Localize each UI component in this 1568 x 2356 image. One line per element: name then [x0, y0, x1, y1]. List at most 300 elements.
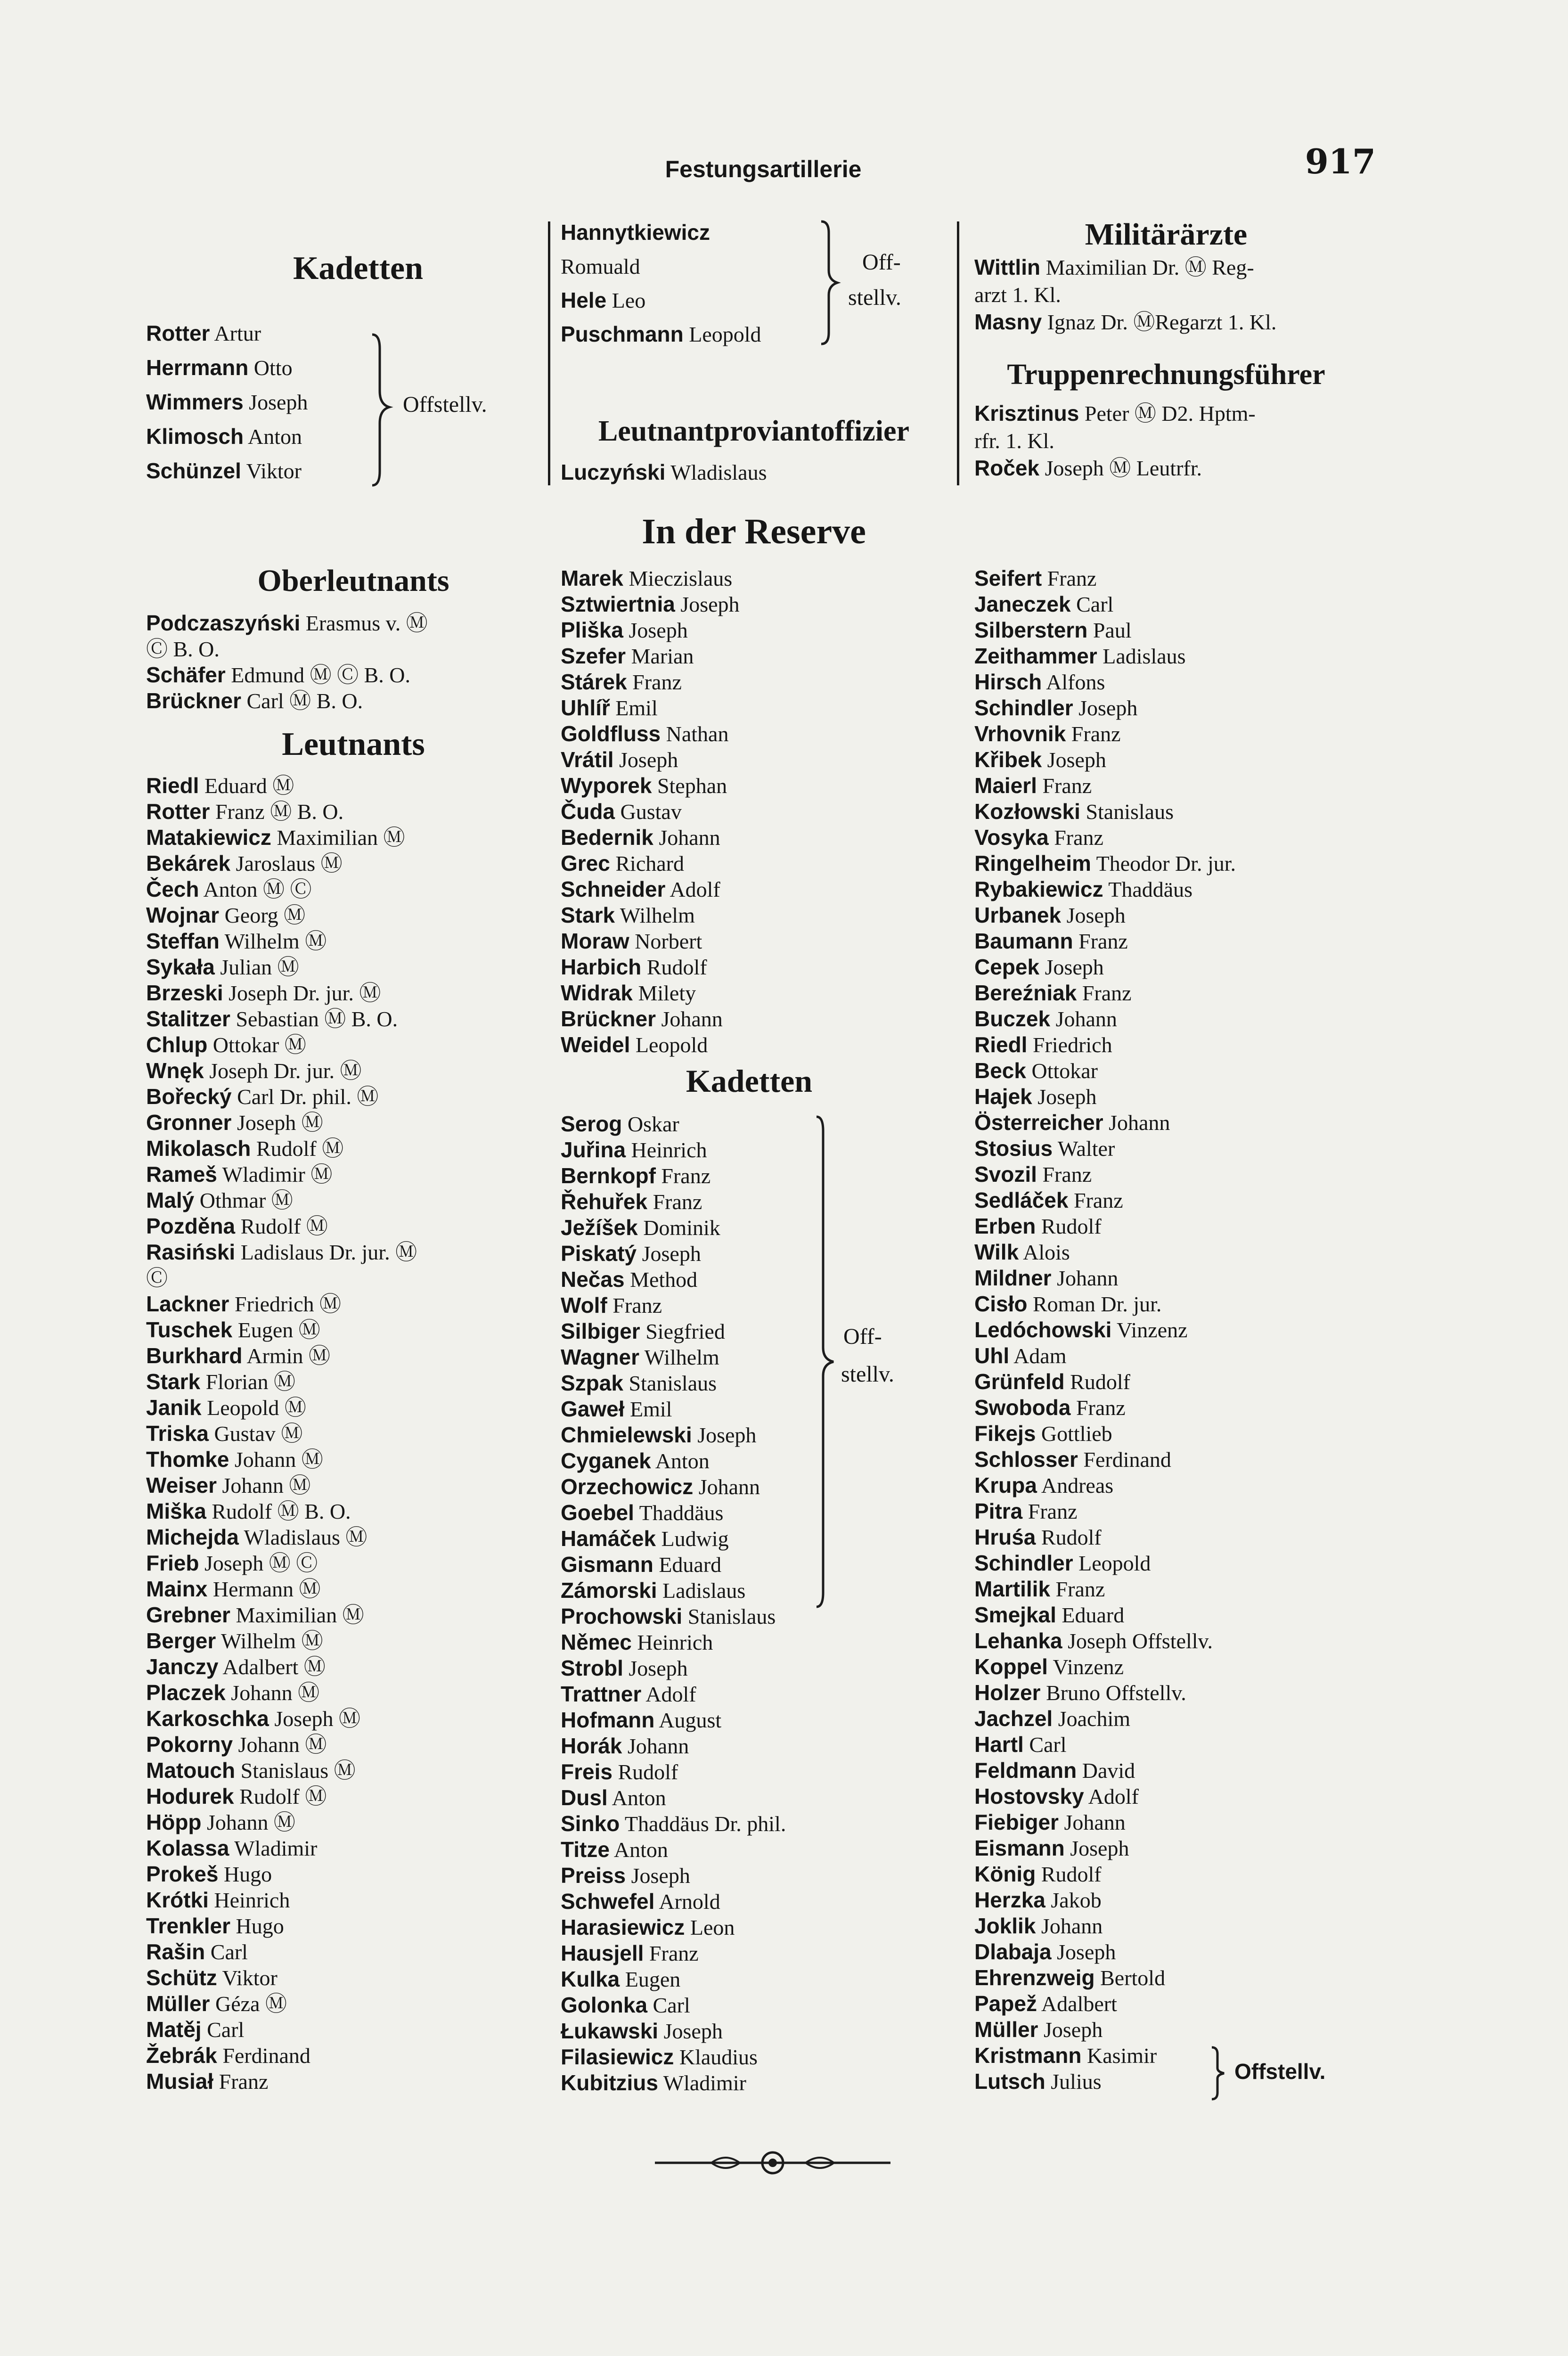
- kadetten-top-given-name: Otto: [248, 356, 293, 380]
- reserve-right-entry: [974, 2043, 1157, 2069]
- reserve-kadett-entry: [561, 1681, 696, 1707]
- reserve-right-given-name: Vinzenz: [1111, 1318, 1188, 1342]
- leutnant-entry: [146, 928, 327, 954]
- leutnant-given-name: Othmar Ⓜ: [194, 1188, 293, 1212]
- offstellv-top-given-name: Leopold: [683, 322, 761, 346]
- column-divider-right: [957, 221, 959, 485]
- leutnant-entry: [146, 1861, 272, 1887]
- kadetten-top-entry: [146, 355, 293, 381]
- reserve-right-entry: [974, 1058, 1098, 1084]
- leutnant-surname: Wojnar: [146, 903, 220, 927]
- reserve-right-given-name: Theodor Dr. jur.: [1091, 851, 1236, 875]
- reserve-kadett-entry: [561, 1215, 720, 1241]
- heading-leutnantproviantoffizier: Leutnantproviantoffizier: [598, 415, 910, 447]
- reserve-right-given-name: Andreas: [1037, 1473, 1114, 1497]
- reserve-kadett-given-name: Johann: [622, 1734, 689, 1758]
- reserve-kadett-given-name: Rudolf: [612, 1760, 678, 1784]
- reserve-leutnant-given-name: Adolf: [665, 877, 720, 901]
- column-divider-left: [548, 221, 550, 485]
- leutnant-surname: Sykała: [146, 955, 215, 979]
- oberleutnant-surname: Brückner: [146, 688, 241, 713]
- reserve-kadett-surname: Prochowski: [561, 1604, 683, 1628]
- leutnant-surname: Triska: [146, 1421, 209, 1446]
- reserve-leutnant-surname: Vrátil: [561, 747, 614, 772]
- leutnant-surname: Höpp: [146, 1810, 202, 1834]
- reserve-right-given-name: Vinzenz: [1047, 1655, 1124, 1679]
- reserve-right-entry: [974, 799, 1174, 825]
- reserve-kadett-surname: Nečas: [561, 1267, 625, 1292]
- leutnant-surname: Placzek: [146, 1680, 226, 1705]
- offstellv-note-kadetten-2: stellv.: [841, 1362, 894, 1387]
- leutnant-given-name: Joseph Ⓜ: [269, 1707, 361, 1731]
- kadetten-top-surname: Schünzel: [146, 458, 241, 483]
- reserve-kadett-entry: [561, 1863, 690, 1889]
- reserve-right-surname: Ehrenzweig: [974, 1965, 1095, 1990]
- leutnant-surname: Bořecký: [146, 1084, 232, 1109]
- reserve-leutnant-surname: Szefer: [561, 644, 626, 668]
- reserve-right-entry: [974, 1421, 1112, 1447]
- rechnungsfuehrer-entry: [974, 401, 1256, 426]
- reserve-leutnant-surname: Harbich: [561, 955, 642, 979]
- leutnant-entry: [146, 1887, 290, 1913]
- page-header-title: Festungsartillerie: [665, 156, 862, 182]
- reserve-kadett-given-name: Thaddäus: [634, 1501, 724, 1525]
- reserve-kadett-surname: Preiss: [561, 1863, 626, 1888]
- reserve-leutnant-surname: Pliška: [561, 618, 623, 642]
- reserve-leutnant-surname: Bedernik: [561, 825, 653, 850]
- kadetten-top-given-name: Viktor: [241, 459, 302, 483]
- leutnant-entry: [146, 1421, 302, 1447]
- reserve-leutnant-entry: [561, 721, 728, 747]
- reserve-right-entry: [974, 1291, 1161, 1317]
- heading-truppenrechnungsfuehrer: Truppenrechnungsführer: [1007, 359, 1325, 391]
- leutnant-given-name: Georg Ⓜ: [219, 903, 306, 927]
- reserve-leutnant-entry: [561, 591, 740, 617]
- reserve-kadett-entry: [561, 1811, 786, 1837]
- militaerarzt-given-name: Maximilian Dr. Ⓜ Reg-: [1040, 255, 1254, 279]
- reserve-right-given-name: Franz: [1022, 1499, 1078, 1523]
- leutnant-surname: Rašin: [146, 1939, 205, 1964]
- leutnant-surname: Janczy: [146, 1654, 219, 1679]
- leutnant-surname: Matakiewicz: [146, 825, 271, 850]
- reserve-leutnant-entry: [561, 902, 695, 928]
- leutnant-entry: [146, 1758, 356, 1783]
- reserve-leutnant-given-name: Gustav: [615, 800, 682, 824]
- leutnant-entry: [146, 799, 343, 825]
- proviantoffizier-surname: Luczyński: [561, 460, 666, 484]
- leutnant-given-name: Rudolf Ⓜ: [234, 1784, 327, 1808]
- reserve-right-surname: Bereźniak: [974, 981, 1077, 1005]
- reserve-kadett-given-name: Emil: [624, 1397, 672, 1421]
- reserve-right-entry: [974, 1317, 1188, 1343]
- reserve-right-surname: Erben: [974, 1214, 1036, 1238]
- reserve-right-given-name: Franz: [1073, 929, 1128, 953]
- heading-kadetten-reserve: Kadetten: [686, 1063, 813, 1099]
- reserve-right-entry: [974, 1472, 1113, 1498]
- reserve-leutnant-entry: [561, 1006, 723, 1032]
- leutnant-given-name: Viktor: [217, 1966, 278, 1990]
- reserve-leutnant-surname: Moraw: [561, 929, 629, 953]
- leutnant-entry: [146, 1680, 319, 1706]
- kadetten-top-surname: Rotter: [146, 321, 210, 345]
- brace-top-left-path: [372, 335, 389, 485]
- reserve-leutnant-surname: Marek: [561, 566, 623, 590]
- reserve-kadett-surname: Zámorski: [561, 1578, 657, 1603]
- proviantoffizier-entry: [561, 459, 767, 485]
- reserve-kadett-surname: Golonka: [561, 1993, 648, 2017]
- reserve-right-surname: Cisło: [974, 1292, 1028, 1316]
- leutnant-surname: Malý: [146, 1188, 195, 1212]
- reserve-right-surname: Feldmann: [974, 1758, 1077, 1783]
- offstellv-top-surname: Hele: [561, 288, 607, 312]
- reserve-leutnant-given-name: Milety: [632, 981, 696, 1005]
- leutnant-given-name: Anton Ⓜ Ⓒ: [199, 877, 312, 901]
- reserve-right-given-name: Joseph Offstellv.: [1062, 1629, 1213, 1653]
- rechnungsfuehrer-surname: Krisztinus: [974, 401, 1079, 425]
- reserve-kadett-given-name: Klaudius: [674, 2045, 758, 2069]
- reserve-right-surname: Uhl: [974, 1343, 1010, 1368]
- reserve-leutnant-given-name: Marian: [626, 644, 694, 668]
- leutnant-surname: Riedl: [146, 773, 199, 798]
- reserve-leutnant-given-name: Joseph: [613, 748, 678, 772]
- reserve-kadett-given-name: August: [654, 1708, 722, 1732]
- leutnant-surname: Mikolasch: [146, 1136, 251, 1161]
- reserve-leutnant-given-name: Rudolf: [641, 955, 707, 979]
- heading-oberleutnants: Oberleutnants: [257, 564, 449, 598]
- leutnant-entry: [146, 1706, 360, 1732]
- offstellv-note-top-mid-2: stellv.: [848, 285, 901, 310]
- reserve-right-surname: Jachzel: [974, 1706, 1053, 1731]
- rechnungsfuehrer-entry: [974, 428, 1054, 454]
- leutnant-surname: Wnęk: [146, 1058, 204, 1083]
- leutnant-entry: [146, 1602, 364, 1628]
- leutnant-entry: [146, 1395, 306, 1421]
- reserve-leutnant-entry: [561, 617, 688, 643]
- reserve-kadett-surname: Trattner: [561, 1682, 642, 1706]
- militaerarzt-entry: [974, 309, 1276, 335]
- reserve-kadett-entry: [561, 1940, 699, 1966]
- reserve-right-given-name: Leopold: [1073, 1551, 1151, 1575]
- leutnant-surname: Weiser: [146, 1473, 217, 1497]
- reserve-kadett-given-name: Stanislaus: [623, 1371, 717, 1395]
- reserve-kadett-given-name: Dominik: [637, 1216, 720, 1240]
- leutnant-given-name: Julian Ⓜ: [214, 955, 299, 979]
- reserve-right-surname: Österreicher: [974, 1110, 1103, 1135]
- reserve-right-entry: [974, 980, 1132, 1006]
- reserve-right-entry: [974, 1550, 1151, 1576]
- reserve-kadett-entry: [561, 1655, 688, 1681]
- reserve-kadett-entry: [561, 1370, 717, 1396]
- reserve-kadett-given-name: Siegfried: [640, 1319, 725, 1343]
- leutnant-entry: [146, 851, 343, 876]
- reserve-right-entry: [974, 1239, 1070, 1265]
- leutnant-given-name: Rudolf Ⓜ: [235, 1214, 328, 1238]
- reserve-right-given-name: Adalbert: [1037, 1992, 1117, 2016]
- reserve-right-surname: Seifert: [974, 566, 1042, 590]
- kadetten-top-entry: [146, 424, 302, 450]
- reserve-leutnant-surname: Grec: [561, 851, 610, 875]
- reserve-kadett-given-name: Joseph: [658, 2019, 723, 2043]
- reserve-right-given-name: Johann: [1050, 1007, 1117, 1031]
- leutnant-entry: [146, 1628, 323, 1654]
- leutnant-entry: [146, 1291, 341, 1317]
- reserve-kadett-surname: Titze: [561, 1837, 610, 1862]
- reserve-kadett-entry: [561, 1500, 723, 1526]
- reserve-right-surname: Joklik: [974, 1914, 1036, 1938]
- reserve-kadett-surname: Juřina: [561, 1137, 626, 1162]
- reserve-kadett-entry: [561, 1293, 662, 1318]
- reserve-kadett-given-name: Anton: [651, 1449, 710, 1473]
- reserve-right-surname: Baumann: [974, 929, 1073, 953]
- leutnant-given-name: Friedrich Ⓜ: [229, 1292, 342, 1316]
- reserve-right-given-name: Rudolf: [1064, 1370, 1130, 1394]
- reserve-right-surname: Schindler: [974, 1551, 1073, 1575]
- reserve-right-entry: [974, 1913, 1102, 1939]
- reserve-right-entry: [974, 1162, 1092, 1187]
- militaerarzt-given-name: Ignaz Dr. ⓂRegarzt 1. Kl.: [1042, 310, 1277, 334]
- reserve-kadett-surname: Serog: [561, 1112, 622, 1136]
- militaerarzt-surname: Masny: [974, 310, 1042, 334]
- reserve-right-surname: Zeithammer: [974, 644, 1097, 668]
- oberleutnant-surname: Podczaszyński: [146, 611, 301, 635]
- reserve-right-given-name: Franz: [1042, 566, 1097, 590]
- reserve-right-entry: [974, 1602, 1124, 1628]
- heading-in-der-reserve: In der Reserve: [642, 512, 866, 551]
- offstellv-note-top-left: Offstellv.: [403, 392, 487, 417]
- reserve-right-surname: Rybakiewicz: [974, 877, 1103, 901]
- reserve-kadett-entry: [561, 2070, 746, 2096]
- closing-ornament: [655, 2149, 890, 2177]
- leutnant-surname: Hodurek: [146, 1784, 234, 1808]
- leutnant-given-name: Rudolf Ⓜ B. O.: [206, 1499, 351, 1523]
- reserve-kadett-given-name: Heinrich: [631, 1630, 713, 1654]
- reserve-leutnant-entry: [561, 825, 720, 851]
- leutnant-entry: [146, 1369, 295, 1395]
- leutnant-entry: [146, 2069, 268, 2094]
- reserve-kadett-given-name: Anton: [609, 1838, 668, 1862]
- leutnant-given-name: Adalbert Ⓜ: [218, 1655, 326, 1679]
- reserve-right-surname: Hruśa: [974, 1525, 1036, 1549]
- reserve-right-surname: Smejkal: [974, 1603, 1056, 1627]
- reserve-right-surname: Urbanek: [974, 903, 1062, 927]
- leutnant-given-name: Carl: [201, 2018, 245, 2042]
- reserve-right-surname: Hostovsky: [974, 1784, 1084, 1808]
- leutnant-given-name: Eduard Ⓜ: [199, 774, 294, 798]
- reserve-kadett-surname: Horák: [561, 1734, 622, 1758]
- leutnant-given-name: Wladislaus Ⓜ: [238, 1525, 368, 1549]
- reserve-right-given-name: Thaddäus: [1103, 877, 1193, 901]
- reserve-right-given-name: Rudolf: [1036, 1862, 1102, 1886]
- reserve-kadett-entry: [561, 1344, 719, 1370]
- reserve-right-given-name: Kasimir: [1081, 2044, 1157, 2068]
- leutnant-entry: [146, 1213, 328, 1239]
- reserve-right-given-name: Johann: [1051, 1266, 1119, 1290]
- leutnant-entry: [146, 1110, 323, 1136]
- heading-kadetten-top: Kadetten: [293, 250, 424, 286]
- reserve-leutnant-given-name: Emil: [610, 696, 658, 720]
- reserve-kadett-given-name: Anton: [607, 1786, 666, 1810]
- leutnant-given-name: Johann Ⓜ: [225, 1681, 320, 1705]
- brace-kadetten-reserve: [813, 1117, 841, 1607]
- reserve-right-given-name: Joseph: [1039, 955, 1104, 979]
- kadetten-top-surname: Klimosch: [146, 424, 244, 449]
- reserve-leutnant-given-name: Norbert: [629, 929, 702, 953]
- reserve-right-entry: [974, 1835, 1129, 1861]
- leutnant-given-name: Armin Ⓜ: [242, 1344, 331, 1368]
- leutnant-surname: Žebrák: [146, 2043, 217, 2068]
- reserve-kadett-entry: [561, 1785, 666, 1811]
- reserve-right-given-name: Johann: [1103, 1111, 1170, 1135]
- reserve-right-entry: [974, 1265, 1118, 1291]
- leutnant-given-name: Maximilian Ⓜ: [271, 826, 405, 850]
- reserve-kadett-surname: Filasiewicz: [561, 2045, 674, 2069]
- reserve-kadett-surname: Němec: [561, 1630, 632, 1654]
- reserve-right-given-name: Gottlieb: [1036, 1422, 1112, 1446]
- reserve-leutnant-surname: Widrak: [561, 981, 633, 1005]
- leutnant-entry: [146, 1084, 378, 1110]
- offstellv-top-given-name: Leo: [606, 288, 646, 312]
- brace-top-left: [368, 335, 396, 485]
- rechnungsfuehrer-given-name: Peter Ⓜ D2. Hptm-: [1079, 401, 1256, 425]
- leutnant-entry: [146, 825, 405, 851]
- leutnant-given-name: Eugen Ⓜ: [232, 1318, 320, 1342]
- reserve-right-surname: Martilik: [974, 1577, 1051, 1601]
- brace-end: [1209, 2047, 1233, 2099]
- reserve-kadett-given-name: Johann: [693, 1475, 760, 1499]
- oberleutnant-given-name: Erasmus v. Ⓜ: [300, 611, 428, 635]
- leutnant-surname: Brzeski: [146, 981, 223, 1005]
- reserve-right-entry: [974, 1939, 1116, 1965]
- reserve-right-given-name: Jakob: [1045, 1888, 1102, 1912]
- leutnant-surname: Prokeš: [146, 1862, 219, 1886]
- leutnant-entry: [146, 1835, 317, 1861]
- reserve-right-entry: [974, 825, 1103, 851]
- reserve-leutnant-entry: [561, 1032, 708, 1058]
- reserve-kadett-given-name: Franz: [647, 1190, 702, 1214]
- reserve-right-surname: Wilk: [974, 1240, 1019, 1264]
- leutnant-given-name: Johann Ⓜ: [217, 1473, 311, 1497]
- leutnant-surname: Bekárek: [146, 851, 231, 875]
- reserve-kadett-given-name: Carl: [647, 1993, 690, 2017]
- leutnant-surname: Kolassa: [146, 1836, 229, 1860]
- reserve-right-given-name: Alois: [1019, 1240, 1070, 1264]
- kadetten-top-surname: Herrmann: [146, 355, 249, 380]
- leutnant-entry: [146, 954, 299, 980]
- reserve-kadett-entry: [561, 1733, 689, 1759]
- reserve-right-entry: [974, 1343, 1067, 1369]
- leutnant-given-name: Sebastian Ⓜ B. O.: [230, 1007, 398, 1031]
- kadetten-top-given-name: Artur: [210, 321, 261, 345]
- leutnant-surname: Thomke: [146, 1447, 229, 1472]
- reserve-leutnant-given-name: Mieczislaus: [623, 566, 733, 590]
- rechnungsfuehrer-entry: [974, 455, 1202, 481]
- reserve-right-surname: Riedl: [974, 1032, 1028, 1057]
- reserve-kadett-given-name: Wilhelm: [639, 1345, 719, 1369]
- leutnant-entry: [146, 1006, 398, 1032]
- reserve-right-entry: [974, 617, 1132, 643]
- reserve-kadett-entry: [561, 1396, 672, 1422]
- brace-top-mid-path: [821, 221, 837, 344]
- leutnant-surname: Müller: [146, 1991, 210, 2016]
- reserve-right-entry: [974, 1395, 1126, 1421]
- leutnant-entry: [146, 980, 381, 1006]
- reserve-right-given-name: Franz: [1048, 826, 1103, 850]
- reserve-kadett-given-name: Joseph: [626, 1864, 690, 1888]
- leutnant-surname: Pozděna: [146, 1214, 236, 1238]
- reserve-kadett-entry: [561, 1914, 735, 1940]
- reserve-kadett-surname: Chmielewski: [561, 1423, 692, 1447]
- leutnant-given-name: Gustav Ⓜ: [209, 1422, 303, 1446]
- leutnant-entry: [146, 773, 294, 799]
- leutnant-entry: [146, 1576, 321, 1602]
- reserve-right-surname: Lehanka: [974, 1628, 1062, 1653]
- leutnant-given-name: Carl Dr. phil. Ⓜ: [231, 1085, 379, 1109]
- reserve-kadett-surname: Piskatý: [561, 1241, 637, 1266]
- rechnungsfuehrer-surname: Roček: [974, 456, 1040, 480]
- reserve-leutnant-entry: [561, 876, 720, 902]
- leutnant-given-name: Ⓒ: [146, 1266, 168, 1290]
- reserve-kadett-entry: [561, 1889, 720, 1914]
- reserve-right-surname: Hajek: [974, 1084, 1032, 1109]
- reserve-right-given-name: Friedrich: [1027, 1033, 1112, 1057]
- reserve-right-given-name: Johann: [1058, 1810, 1126, 1834]
- offstellv-top-surname: Puschmann: [561, 322, 684, 346]
- reserve-right-given-name: Rudolf: [1036, 1214, 1102, 1238]
- reserve-leutnant-entry: [561, 565, 732, 591]
- reserve-right-entry: [974, 1032, 1112, 1058]
- oberleutnant-entry: [146, 688, 363, 714]
- reserve-right-surname: Dlabaja: [974, 1939, 1052, 1964]
- leutnant-given-name: Hugo: [218, 1862, 272, 1886]
- reserve-right-given-name: Carl: [1070, 592, 1114, 616]
- reserve-right-entry: [974, 1576, 1105, 1602]
- leutnant-entry: [146, 1343, 330, 1369]
- leutnant-given-name: Franz Ⓜ B. O.: [210, 800, 344, 824]
- reserve-right-entry: [974, 1187, 1123, 1213]
- reserve-kadett-surname: Freis: [561, 1759, 612, 1784]
- leutnant-surname: Matěj: [146, 2017, 202, 2042]
- reserve-right-entry: [974, 851, 1236, 876]
- reserve-right-entry: [974, 721, 1121, 747]
- reserve-right-given-name: Joseph: [1061, 903, 1126, 927]
- leutnant-surname: Schütz: [146, 1965, 217, 1990]
- reserve-right-given-name: Eduard: [1056, 1603, 1125, 1627]
- leutnant-surname: Burkhard: [146, 1343, 243, 1368]
- reserve-right-entry: [974, 1887, 1102, 1913]
- reserve-right-given-name: Walter: [1053, 1137, 1115, 1161]
- reserve-right-surname: Müller: [974, 2017, 1038, 2042]
- reserve-leutnant-surname: Stárek: [561, 670, 627, 694]
- reserve-leutnant-entry: [561, 954, 707, 980]
- reserve-leutnant-surname: Uhlíř: [561, 695, 610, 720]
- reserve-leutnant-surname: Čuda: [561, 799, 615, 824]
- leutnant-given-name: Maximilian Ⓜ: [230, 1603, 364, 1627]
- reserve-right-entry: [974, 1628, 1213, 1654]
- leutnant-surname: Mainx: [146, 1577, 208, 1601]
- leutnant-given-name: Carl: [205, 1940, 248, 1964]
- reserve-right-entry: [974, 1809, 1126, 1835]
- reserve-kadett-surname: Goebel: [561, 1500, 634, 1525]
- reserve-right-given-name: Franz: [1077, 981, 1132, 1005]
- reserve-right-surname: Fikejs: [974, 1421, 1036, 1446]
- reserve-right-entry: [974, 1758, 1135, 1783]
- offstellv-note-top-mid-1: Off-: [862, 250, 901, 275]
- reserve-kadett-entry: [561, 1422, 756, 1448]
- reserve-right-given-name: Ferdinand: [1078, 1448, 1171, 1472]
- reserve-leutnant-given-name: Johann: [653, 826, 720, 850]
- reserve-right-given-name: Franz: [1037, 1162, 1092, 1186]
- reserve-kadett-given-name: Leon: [685, 1915, 735, 1939]
